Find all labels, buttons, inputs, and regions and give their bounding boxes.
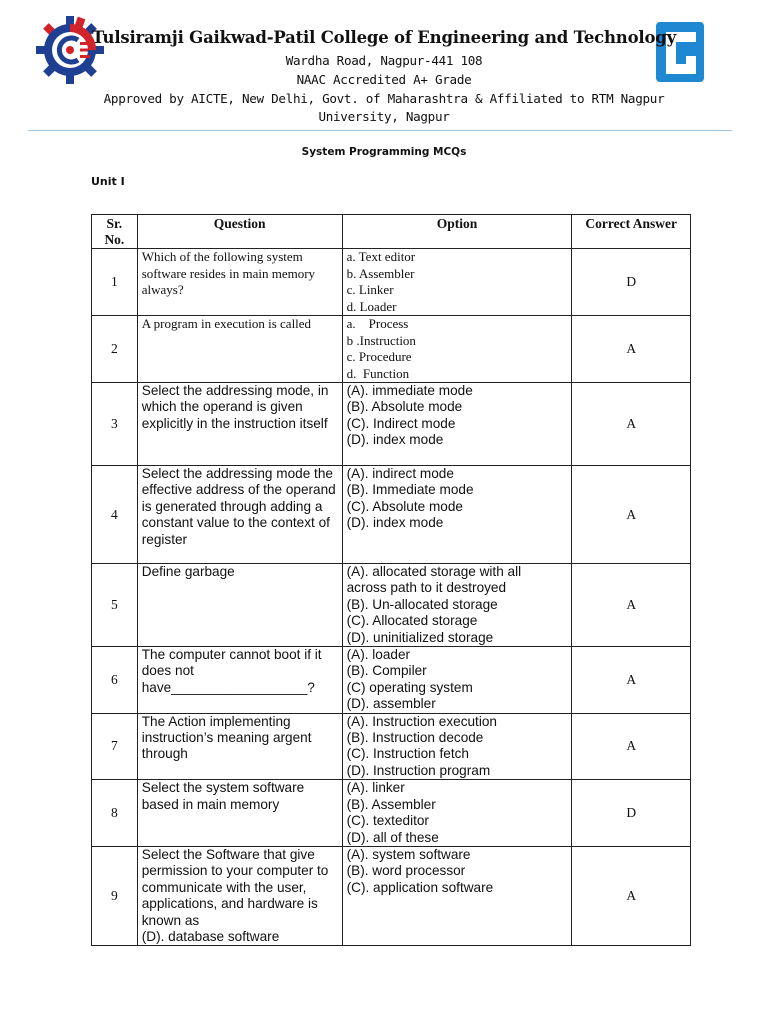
question-cell: Which of the following system software resides in main memory always?: [137, 249, 342, 316]
option-item: a. Text editor: [346, 249, 416, 264]
sr-no-cell: 8: [92, 780, 138, 847]
table-row: [92, 713, 691, 780]
header-question: Question: [137, 215, 342, 249]
college-address: Wardha Road, Nagpur-441 108: [285, 53, 483, 68]
table-row: [92, 564, 691, 647]
option-item: (A). immediate mode: [346, 383, 473, 398]
option-item: d. Loader: [346, 298, 397, 314]
option-item: (C). texteditor: [346, 813, 429, 829]
mcq-table: [91, 214, 691, 946]
option-item: (D). Instruction program: [346, 762, 491, 778]
table-row: [92, 466, 691, 564]
option-item: a. Process: [346, 316, 409, 331]
option-item: d. Function: [346, 365, 410, 381]
correct-answer-cell: A: [572, 647, 691, 714]
correct-answer-cell: D: [572, 249, 691, 316]
options-cell: [342, 316, 572, 383]
approval-line: Approved by AICTE, New Delhi, Govt. of Maharashtra & Affiliated to RTM Nagpur: [103, 91, 665, 106]
option-item: (C). Instruction fetch: [346, 746, 469, 762]
options-cell: [342, 780, 572, 847]
header-sr-no: Sr. No.: [92, 215, 138, 249]
option-item: (A). indirect mode: [346, 466, 454, 481]
sr-no-cell: 4: [92, 466, 138, 564]
correct-answer-cell: A: [572, 316, 691, 383]
option-item: (C) operating system: [346, 679, 473, 695]
option-item: (B). Compiler: [346, 663, 427, 679]
correct-answer-cell: A: [572, 564, 691, 647]
option-item: c. Linker: [346, 282, 394, 297]
correct-answer-cell: A: [572, 846, 691, 945]
options-cell: [342, 647, 572, 714]
sr-no-cell: 6: [92, 647, 138, 714]
option-item: (B). Immediate mode: [346, 482, 474, 498]
option-item: (A). loader: [346, 647, 411, 663]
option-item: (A). allocated storage with all: [346, 564, 522, 579]
sr-no-cell: 1: [92, 249, 138, 316]
option-item: b. Assembler: [346, 265, 415, 281]
sr-no-cell: 5: [92, 564, 138, 647]
options-cell: [342, 713, 572, 780]
sr-no-cell: 2: [92, 316, 138, 383]
options-cell: [342, 466, 572, 564]
table-row: [92, 846, 691, 945]
option-item: (C). Allocated storage: [346, 613, 478, 629]
header-divider: [28, 130, 732, 131]
options-cell: [342, 249, 572, 316]
unit-label: Unit I: [91, 175, 125, 188]
question-cell: Select the system software based in main memory: [137, 780, 342, 847]
option-item: (A). Instruction execution: [346, 713, 497, 729]
table-row: [92, 316, 691, 383]
option-item: (D). uninitialized storage: [346, 629, 494, 645]
header-correct-answer: Correct Answer: [572, 215, 691, 249]
correct-answer-cell: A: [572, 713, 691, 780]
college-name: Tulsiramji Gaikwad-Patil College of Engineering and Technology: [91, 28, 677, 47]
option-item: (B). Absolute mode: [346, 399, 463, 415]
table-row: [92, 249, 691, 316]
header-option: Option: [342, 215, 572, 249]
option-item: (A). system software: [346, 846, 471, 862]
option-item: (D). assembler: [346, 696, 436, 712]
correct-answer-cell: A: [572, 466, 691, 564]
table-header-row: [92, 215, 691, 249]
option-item: (D). index mode: [346, 515, 444, 531]
option-item: (B). Assembler: [346, 796, 436, 812]
option-item: (D). index mode: [346, 432, 444, 448]
table-row: [92, 647, 691, 714]
options-cell: [342, 846, 572, 945]
option-item: across path to it destroyed: [346, 580, 507, 596]
option-item: (C). application software: [346, 879, 494, 895]
correct-answer-cell: D: [572, 780, 691, 847]
option-item: (B). word processor: [346, 863, 466, 879]
sr-no-cell: 9: [92, 846, 138, 945]
option-item: b .Instruction: [346, 332, 416, 348]
table-row: [92, 383, 691, 466]
question-cell: Select the Software that give permission to your computer to communicate with the user, applications, and hardware is known as (D). database software: [137, 846, 342, 945]
correct-answer-cell: A: [572, 383, 691, 466]
option-item: c. Procedure: [346, 349, 412, 364]
sr-no-cell: 7: [92, 713, 138, 780]
question-cell: The computer cannot boot if it does not have__________________?: [137, 647, 342, 714]
table-row: [92, 780, 691, 847]
accreditation-line: NAAC Accredited A+ Grade: [296, 72, 472, 87]
options-cell: [342, 564, 572, 647]
approval-line-2: University, Nagpur: [318, 109, 450, 124]
question-cell: Define garbage: [137, 564, 342, 647]
option-item: (A). linker: [346, 780, 405, 796]
question-cell: A program in execution is called: [137, 316, 342, 383]
sr-no-cell: 3: [92, 383, 138, 466]
question-cell: Select the addressing mode the effective address of the operand is generated through adding a constant value to the context of register: [137, 466, 342, 564]
option-item: (C). Absolute mode: [346, 498, 463, 514]
options-cell: [342, 383, 572, 466]
question-cell: The Action implementing instruction’s meaning argent through: [137, 713, 342, 780]
option-item: (C). Indirect mode: [346, 415, 456, 431]
question-cell: Select the addressing mode, in which the operand is given explicitly in the instruction itself: [137, 383, 342, 466]
document-title: System Programming MCQs: [301, 146, 467, 158]
table-body: [92, 249, 691, 946]
option-item: (B). Un-allocated storage: [346, 596, 498, 612]
option-item: (D). all of these: [346, 829, 439, 845]
option-item: (B). Instruction decode: [346, 730, 484, 746]
